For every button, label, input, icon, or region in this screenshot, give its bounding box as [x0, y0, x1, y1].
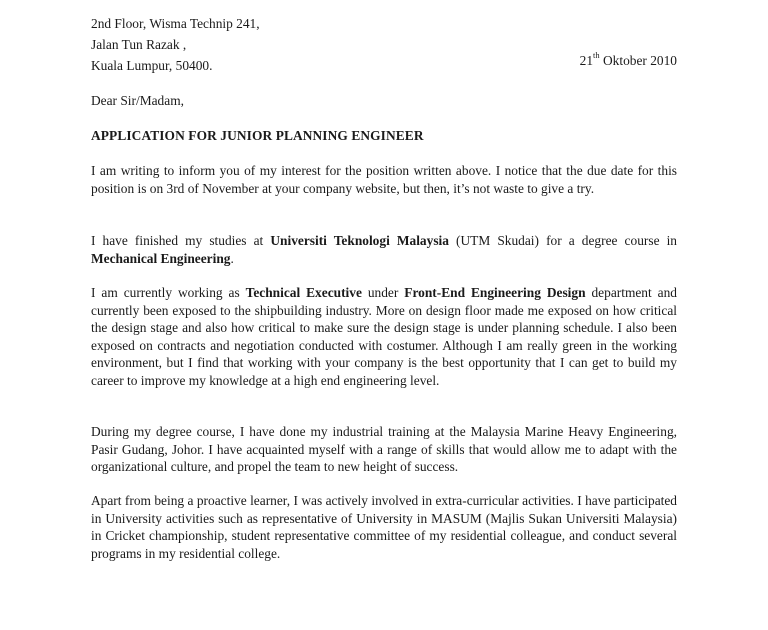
degree-name: Mechanical Engineering [91, 250, 231, 266]
university-name: Universiti Teknologi Malaysia [270, 233, 449, 248]
text: . [230, 250, 234, 266]
date-suffix: th [593, 50, 600, 60]
subject-heading: APPLICATION FOR JUNIOR PLANNING ENGINEER [91, 128, 424, 143]
paragraph-experience [91, 284, 677, 389]
text: I have finished my studies at [91, 233, 271, 248]
salutation: Dear Sir/Madam, [91, 93, 184, 108]
paragraph-activities: Apart from being a proactive learner, I was actively involved in extra-curricular activities. I have participated in University activities such as representative of University in MASUM (Majlis Sukan Universiti Malaysia) in Cricket championship, student representative committee of my residential colleague, and conduct several programs in my residential college. [91, 493, 677, 561]
address-line-2: Jalan Tun Razak , [91, 37, 187, 52]
address-line-1: 2nd Floor, Wisma Technip 241, [91, 16, 260, 31]
paragraph-interest: I am writing to inform you of my interest for the position written above. I notice that the due date for this position is on 3rd of November at your company website, but then, it’s not waste to give a try. [91, 163, 677, 196]
date-day: 21 [579, 53, 594, 68]
paragraph-education [91, 232, 677, 267]
department-name: Front-End Engineering Design [404, 285, 586, 300]
date-month-year: Oktober 2010 [599, 53, 677, 68]
text: (UTM Skudai) for a degree course in [448, 233, 678, 248]
letter-date [579, 50, 677, 69]
text: department and currently been exposed to the shipbuilding industry. More on design floor made me exposed on how critical the design stage and also how critical to make sure the design stage is under planning schedule. I also been exposed on contracts and negotiation conducted with costumer. Although I am really green in the working environment, but I find that working with your company is the best opportunity that I can get to build my career to improve my knowledge at a high end engineering level. [91, 285, 677, 388]
text: under [361, 285, 405, 300]
paragraph-training: During my degree course, I have done my industrial training at the Malaysia Marine Heavy Engineering, Pasir Gudang, Johor. I have acquainted myself with a range of skills that would allow me to adapt with the organizational culture, and propel the team to new height of success. [91, 424, 677, 474]
job-title: Technical Executive [245, 285, 362, 300]
address-line-3: Kuala Lumpur, 50400. [91, 58, 213, 73]
text: I am currently working as [91, 285, 246, 300]
sender-address [91, 13, 260, 76]
